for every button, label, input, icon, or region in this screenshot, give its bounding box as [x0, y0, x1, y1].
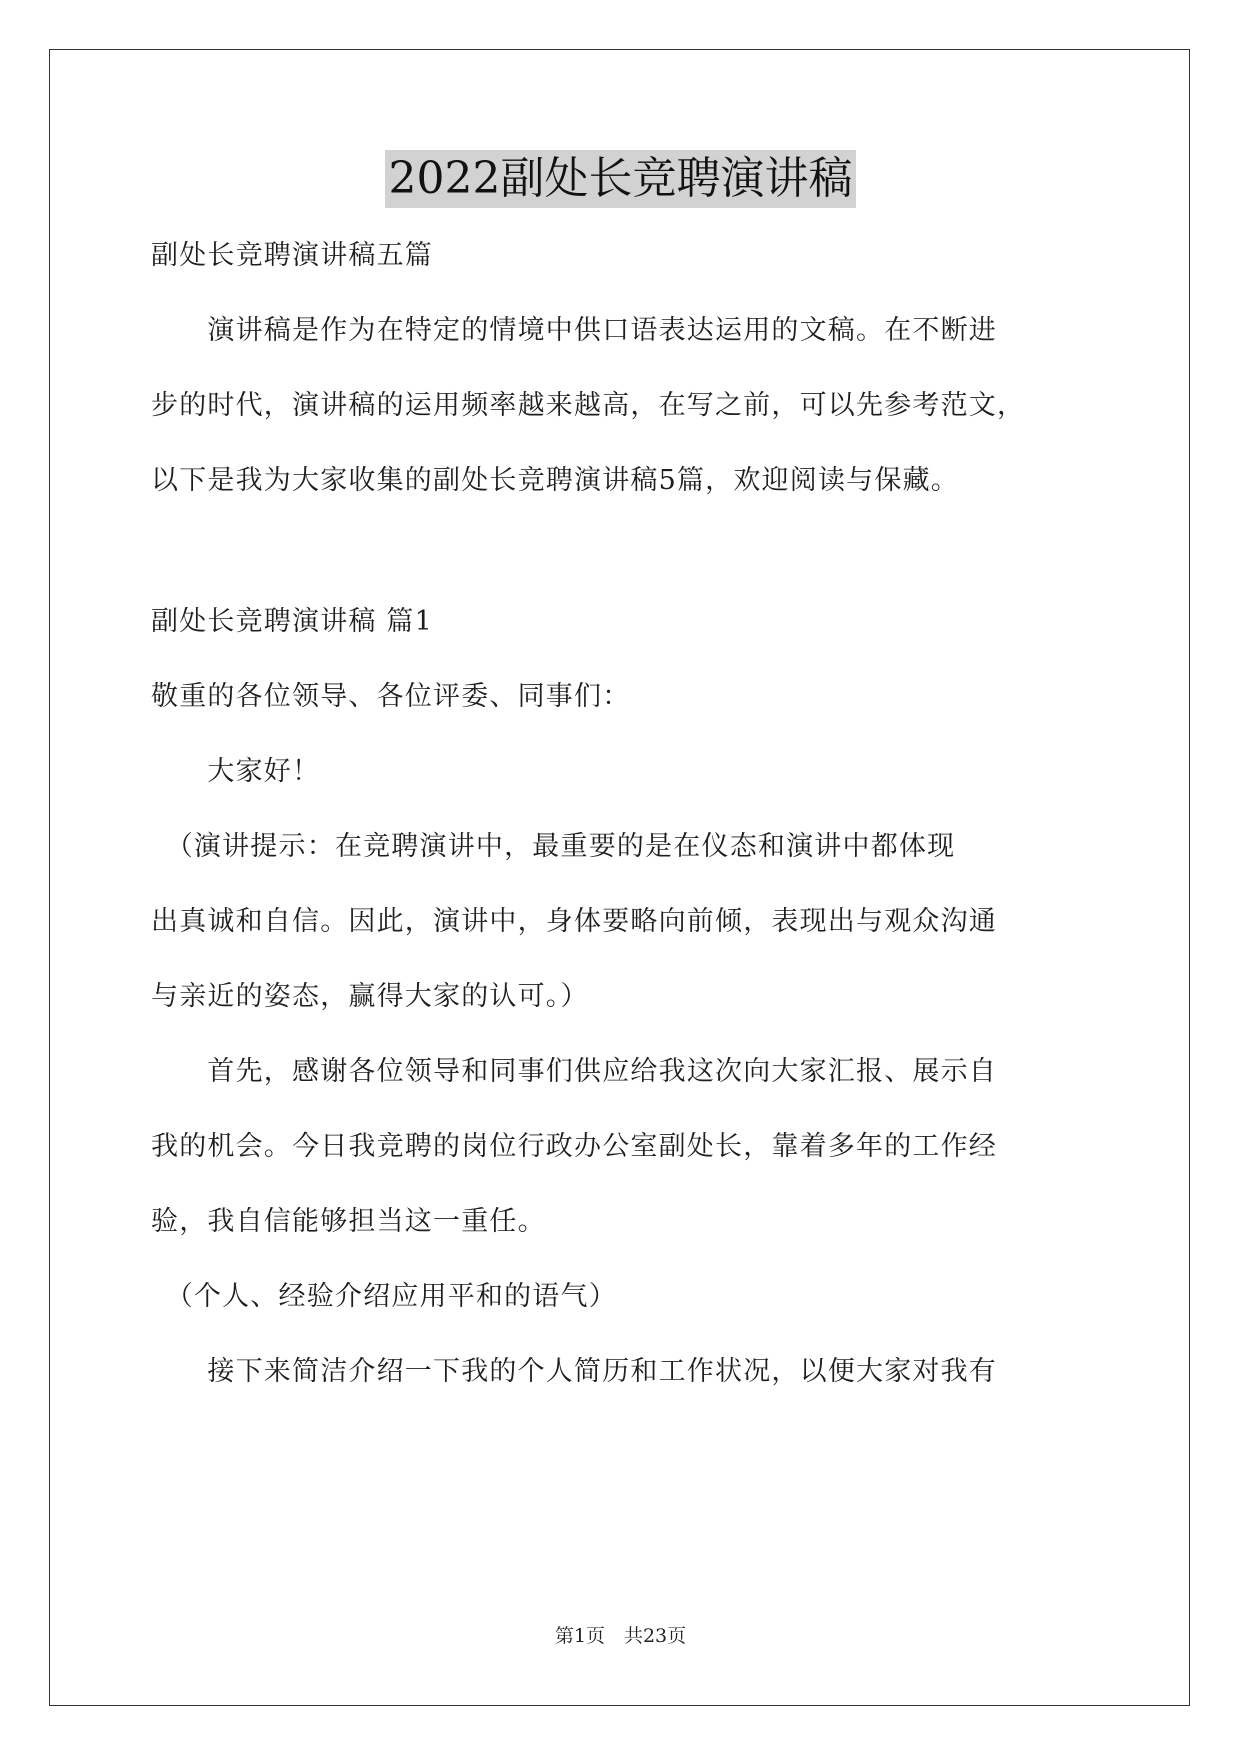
paragraph-line: 步的时代，演讲稿的运用频率越来越高，在写之前，可以先参考范文， — [151, 390, 1026, 421]
paragraph-line: 验，我自信能够担当这一重任。 — [151, 1206, 546, 1237]
section-heading: 副处长竞聘演讲稿 篇1 — [151, 606, 433, 637]
paragraph-line: 演讲稿是作为在特定的情境中供口语表达运用的文稿。在不断进 — [151, 315, 997, 346]
paragraph-line: 敬重的各位领导、各位评委、同事们： — [151, 681, 631, 712]
paragraph-line: 接下来简洁介绍一下我的个人简历和工作状况，以便大家对我有 — [151, 1356, 997, 1387]
paragraph-line: 与亲近的姿态，赢得大家的认可。） — [151, 981, 589, 1012]
paragraph-line: 首先，感谢各位领导和同事们供应给我这次向大家汇报、展示自 — [151, 1056, 997, 1087]
doc-subtitle: 副处长竞聘演讲稿五篇 — [151, 240, 433, 271]
paragraph-line: （演讲提示：在竞聘演讲中，最重要的是在仪态和演讲中都体现 — [151, 831, 956, 862]
paragraph-line: 以下是我为大家收集的副处长竞聘演讲稿5篇，欢迎阅读与保藏。 — [151, 465, 959, 496]
page-footer: 第1页 共23页 — [554, 1625, 687, 1647]
title-container — [0, 150, 1241, 208]
paragraph-line: 大家好！ — [151, 756, 321, 787]
document-title: 2022副处长竞聘演讲稿 — [385, 150, 857, 208]
paragraph-line: 出真诚和自信。因此，演讲中，身体要略向前倾，表现出与观众沟通 — [151, 906, 997, 937]
page-border — [49, 49, 1190, 1706]
paragraph-line: （个人、经验介绍应用平和的语气） — [151, 1281, 617, 1312]
paragraph-line: 我的机会。今日我竞聘的岗位行政办公室副处长，靠着多年的工作经 — [151, 1131, 997, 1162]
